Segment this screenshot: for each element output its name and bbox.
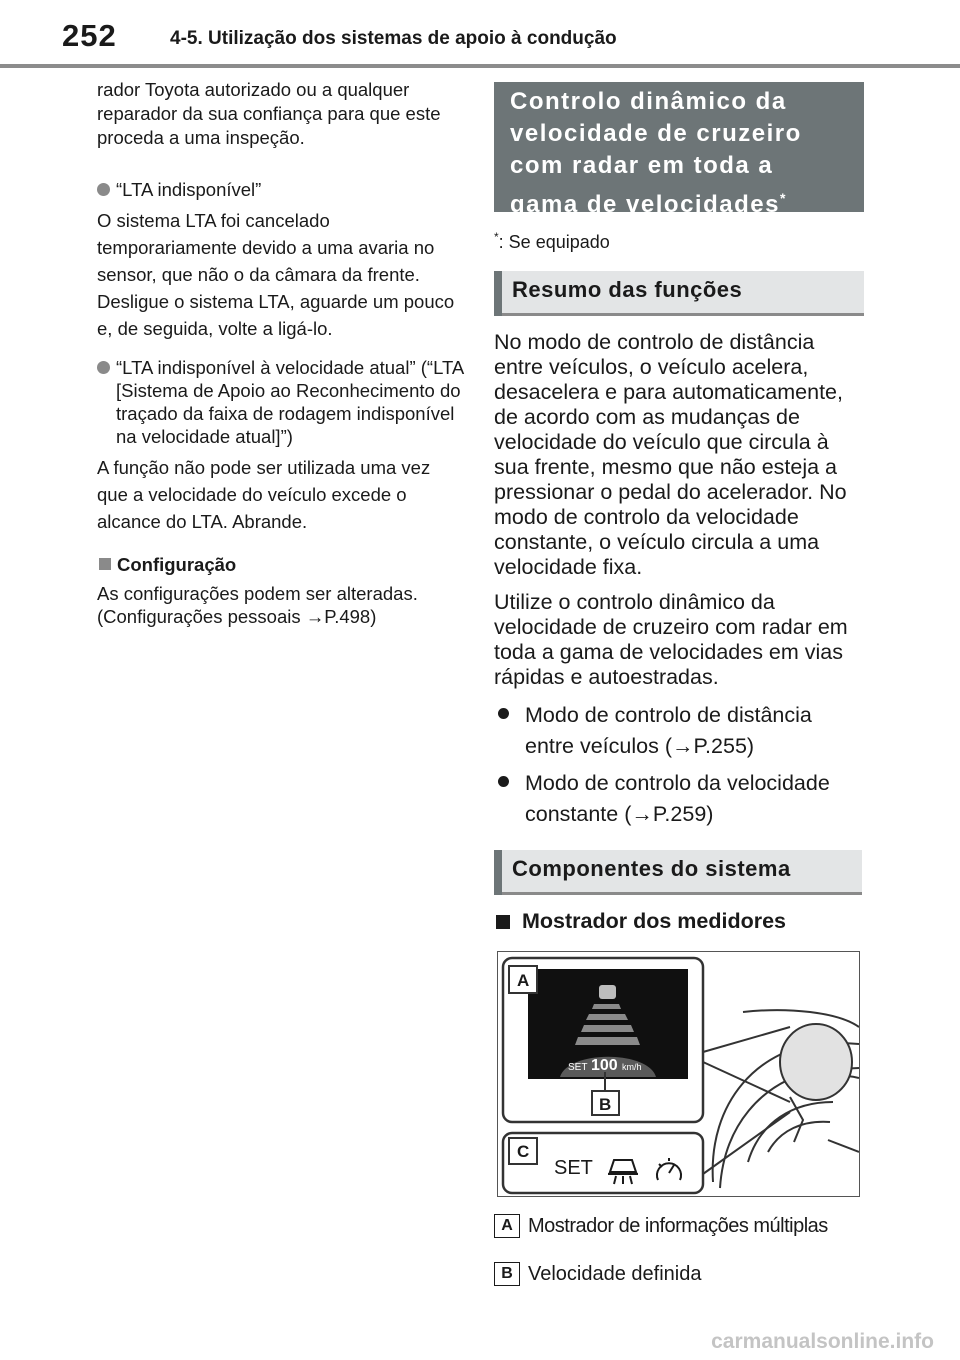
bullet-dot-icon: [97, 183, 110, 196]
legend-badge: A: [494, 1214, 520, 1238]
warning-item-lta-speed: [97, 356, 465, 448]
intro-paragraph: rador Toyota autorizado ou a qualquer reparador da sua confiança para que este proceda a uma inspeção.: [97, 79, 441, 148]
header-rule: [0, 64, 960, 68]
config-title: Configuração: [117, 554, 237, 575]
bullet-dot-icon: [498, 776, 509, 787]
warning-item-body: A função não pode ser utilizada uma vez que a velocidade do veículo excede o alcance do LTA. Abrande.: [97, 457, 431, 532]
meter-display-figure: [497, 951, 860, 1197]
display-unit-text: km/h: [622, 1062, 642, 1072]
label-c-text: C: [517, 1142, 530, 1161]
main-section-title: [494, 82, 864, 218]
indicator-set-text: SET: [554, 1157, 593, 1179]
subheading-meter-display: [494, 909, 862, 934]
section-heading-summary: [494, 271, 864, 316]
label-a-text: A: [517, 971, 530, 990]
components-block: [494, 850, 862, 934]
figure-illustration: [498, 952, 859, 1196]
warning-item-body: O sistema LTA foi cancelado temporariamente devido a uma avaria no sensor, que não o da câmara da frente. Desligue o sistema LTA, aguarde um pouco e, de seguida, volte a ligá-lo.: [97, 210, 455, 339]
warning-item-title: “LTA indisponível à velocidade atual” (“LTA [Sistema de Apoio ao Reconhecimento do traçado da faixa de rodagem indisponível na velocidade atual]”): [116, 357, 464, 447]
legend-text: Mostrador de informações múltiplas: [528, 1214, 828, 1237]
mode-item-text: Modo de controlo de distância entre veículos (→P.255): [525, 703, 812, 758]
mode-item-text: Modo de controlo da velocidade constante (→P.259): [525, 771, 830, 826]
watermark-text: carmanualsonline.info: [711, 1330, 934, 1353]
footnote-text: : Se equipado: [498, 232, 610, 252]
display-set-text: SET: [568, 1062, 588, 1073]
bullet-dot-icon: [498, 708, 509, 719]
summary-paragraph: No modo de controlo de distância entre veículos, o veículo acelera, desacelera e para automaticamente, de acordo com as mudanças de velocidade do veículo que circula à sua frente, mesmo que não esteja a pressionar o pedal do acelerador. No modo de controlo da velocidade constante, o veículo circula a uma velocidade fixa.: [494, 330, 847, 579]
subheading-text: Mostrador dos medidores: [522, 909, 787, 933]
warning-item-title: “LTA indisponível”: [116, 179, 262, 200]
right-column: [494, 82, 864, 830]
legend-item-b: [494, 1262, 701, 1286]
main-title-footnote-mark: *: [779, 190, 787, 206]
legend-badge: B: [494, 1262, 520, 1286]
section-heading-bar: [494, 850, 502, 895]
label-b-text: B: [599, 1095, 612, 1114]
preceding-vehicle-icon: [599, 985, 616, 999]
page-header: [0, 0, 960, 70]
footnote-mark: *: [494, 230, 499, 244]
square-bullet-icon: [496, 915, 510, 929]
connector-line: [703, 1112, 790, 1174]
main-title-text: Controlo dinâmico da velocidade de cruzeiro com radar em toda a gama de velocidades: [510, 88, 802, 218]
warning-item-lta-unavailable: [97, 178, 465, 201]
config-body: As configurações podem ser alteradas. (Configurações pessoais →P.498): [97, 583, 418, 627]
section-heading-bar: [494, 271, 502, 316]
legend-text: Velocidade definida: [528, 1262, 702, 1285]
connector-line: [703, 1027, 790, 1052]
gauge-cluster-shape: [780, 1024, 852, 1100]
page-number: 252: [62, 18, 117, 53]
mode-item-constant: [494, 768, 864, 830]
mode-item-distance: [494, 700, 864, 762]
footnote: [494, 230, 864, 253]
config-heading: [97, 553, 465, 576]
section-heading-text: Resumo das funções: [512, 277, 743, 302]
section-heading-components: [494, 850, 862, 895]
bullet-dot-icon: [97, 361, 110, 374]
chapter-title: 4-5. Utilização dos sistemas de apoio à condução: [170, 28, 617, 49]
connector-line: [703, 1062, 790, 1102]
section-heading-text: Componentes do sistema: [512, 856, 791, 881]
legend-item-a: [494, 1214, 828, 1238]
usage-paragraph: Utilize o controlo dinâmico da velocidade de cruzeiro com radar em toda a gama de velocidades em vias rápidas e autoestradas.: [494, 590, 848, 689]
display-speed-text: 100: [591, 1057, 618, 1074]
left-column: [97, 78, 465, 628]
square-bullet-icon: [99, 558, 111, 570]
